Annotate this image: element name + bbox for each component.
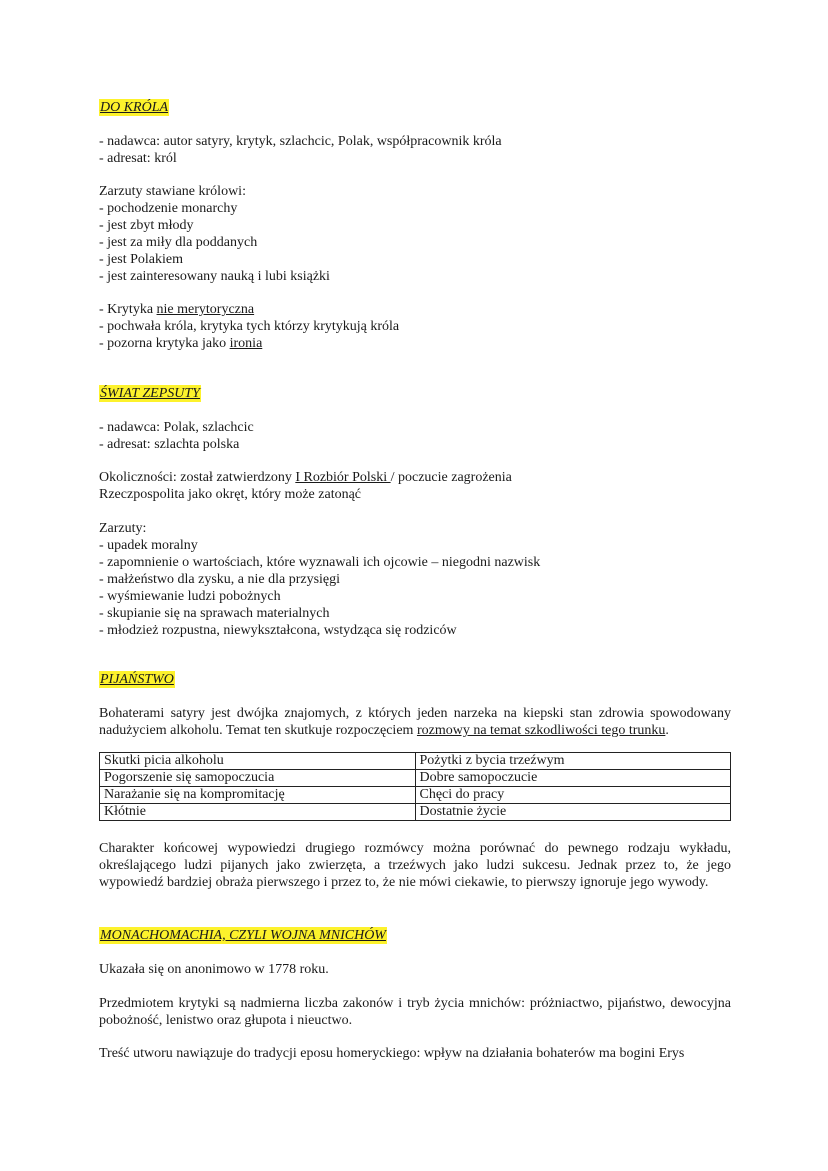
- critique-notes: [99, 301, 731, 352]
- table-header: Pożytki z bycia trzeźwym: [415, 753, 731, 770]
- critique-paragraph: Przedmiotem krytyki są nadmierna liczba zakonów i tryb życia mnichów: próżniactwo, pijaństwo, dewocyjna pobożność, lenistwo oraz głupota i nieuctwo.: [99, 996, 731, 1028]
- table-cell: Narażanie się na kompromitację: [100, 787, 416, 804]
- heading-monachomachia: MONACHOMACHIA, CZYLI WOJNA MNICHÓW: [100, 928, 386, 943]
- table-cell: Kłótnie: [100, 804, 416, 821]
- heading-do-krola: DO KRÓLA: [100, 100, 169, 115]
- table-header-row: [100, 753, 731, 770]
- list-item: - jest za miły dla poddanych: [99, 235, 258, 250]
- irony-prefix: - pozorna krytyka jako: [99, 336, 230, 351]
- list-item: - upadek moralny: [99, 538, 198, 553]
- list-item: - jest zbyt młody: [99, 218, 194, 233]
- table-row: [100, 804, 731, 821]
- charges-list-2: [99, 520, 731, 639]
- list-item: - małżeństwo dla zysku, a nie dla przysięgi: [99, 572, 341, 587]
- effects-table: [99, 752, 731, 821]
- circumstances-prefix: Okoliczności: został zatwierdzony: [99, 470, 296, 485]
- circumstances: [99, 469, 731, 503]
- circumstances-line: [99, 469, 731, 486]
- intro-paragraph: [99, 705, 731, 739]
- table-row: [100, 770, 731, 787]
- table-header: Skutki picia alkoholu: [100, 753, 416, 770]
- irony-line: [99, 335, 731, 352]
- list-item: - jest Polakiem: [99, 252, 183, 267]
- intro-underlined: rozmowy na temat szkodliwości tego trunku: [416, 723, 666, 738]
- content-paragraph: Treść utworu nawiązuje do tradycji eposu homeryckiego: wpływ na działania bohaterów ma bogini Erys: [99, 1046, 685, 1061]
- charges-list: [99, 183, 731, 285]
- list-item: - zapomnienie o wartościach, które wyznawali ich ojcowie – niegodni nazwisk: [99, 555, 541, 570]
- section-swiat-body: [99, 419, 731, 453]
- intro-text: Bohaterami satyry jest dwójka znajomych, z których jeden narzeka na kiepski stan zdrowia spowodowany nadużyciem alkoholu. Temat ten skutkuje rozpoczęciem: [99, 706, 731, 738]
- heading-pijanstwo: PIJAŃSTWO: [100, 672, 174, 687]
- critique-prefix: - Krytyka: [99, 302, 157, 317]
- table-cell: Chęci do pracy: [415, 787, 731, 804]
- recipient-line: - adresat: szlachta polska: [99, 437, 240, 452]
- sender-line: - nadawca: Polak, szlachcic: [99, 420, 254, 435]
- ship-line: Rzeczpospolita jako okręt, który może zatonąć: [99, 487, 362, 502]
- charges-title: Zarzuty:: [99, 521, 147, 536]
- praise-line: - pochwała króla, krytyka tych którzy krytykują króla: [99, 319, 400, 334]
- irony-underlined: ironia: [229, 336, 263, 351]
- section-do-krola-body: [99, 133, 731, 167]
- intro-end: .: [665, 723, 669, 738]
- conclusion-paragraph: Charakter końcowej wypowiedzi drugiego rozmówcy można porównać do pewnego rodzaju wykładu, określającego ludzi pijanych jako zwierzęta, a trzeźwych jako ludzi sukcesu. Jednak przez to, że jego wypowiedź bardziej obraża pierwszego i przez to, że nie mówi ciekawie, to pierwszy ignoruje jego wywody.: [99, 841, 731, 890]
- charges-title: Zarzuty stawiane królowi:: [99, 184, 246, 199]
- table-cell: Pogorszenie się samopoczucia: [100, 770, 416, 787]
- table-row: [100, 787, 731, 804]
- recipient-line: - adresat: król: [99, 151, 177, 166]
- list-item: - jest zainteresowany nauką i lubi książki: [99, 269, 330, 284]
- circumstances-underlined: I Rozbiór Polski: [295, 470, 391, 485]
- list-item: - wyśmiewanie ludzi pobożnych: [99, 589, 281, 604]
- list-item: - pochodzenie monarchy: [99, 201, 238, 216]
- published-line: Ukazała się on anonimowo w 1778 roku.: [99, 962, 329, 977]
- critique-line: [99, 301, 731, 318]
- list-item: - skupianie się na sprawach materialnych: [99, 606, 330, 621]
- critique-underlined: nie merytoryczna: [156, 302, 255, 317]
- table-cell: Dobre samopoczucie: [415, 770, 731, 787]
- sender-line: - nadawca: autor satyry, krytyk, szlachcic, Polak, współpracownik króla: [99, 134, 502, 149]
- list-item: - młodzież rozpustna, niewykształcona, wstydząca się rodziców: [99, 623, 457, 638]
- heading-swiat-zepsuty: ŚWIAT ZEPSUTY: [100, 386, 200, 401]
- table-cell: Dostatnie życie: [415, 804, 731, 821]
- circumstances-suffix: / poczucie zagrożenia: [390, 470, 512, 485]
